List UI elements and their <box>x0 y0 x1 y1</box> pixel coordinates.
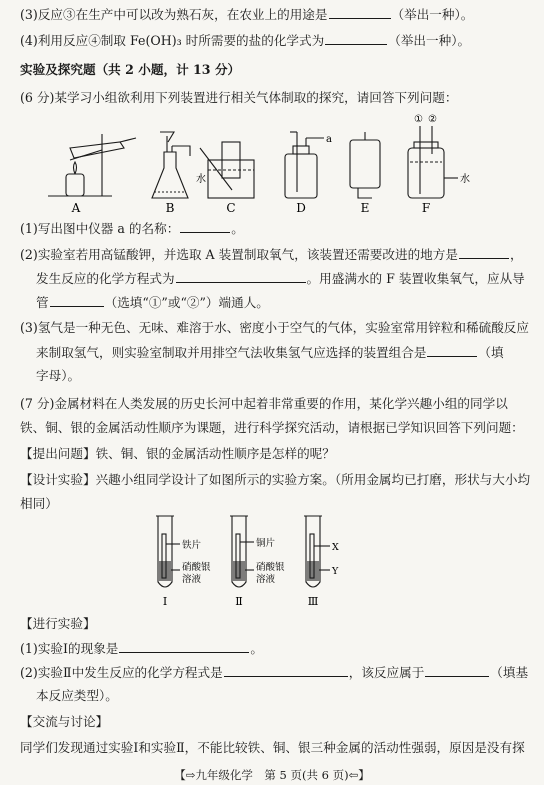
answer-blank[interactable] <box>325 32 387 45</box>
discussion-text: 同学们发现通过实验Ⅰ和实验Ⅱ，不能比较铁、铜、银三种金属的活动性强弱，原因是没有探 <box>20 740 525 755</box>
answer-blank[interactable] <box>50 294 104 307</box>
label-water-c: 水 <box>196 174 206 185</box>
answer-blank[interactable] <box>427 344 477 357</box>
proceed-heading: 【进行实验】 <box>20 616 96 631</box>
answer-blank[interactable] <box>176 270 306 283</box>
ask-question: 【提出问题】铁、铜、银的金属活动性顺序是怎样的呢？ <box>20 446 335 461</box>
answer-blank[interactable] <box>459 246 509 259</box>
section-heading: 实验及探究题（共 2 小题，计 13 分） <box>20 62 241 77</box>
apparatus-figure <box>40 112 500 216</box>
design-b: 相同） <box>20 496 58 511</box>
tube-3-y-label: Y <box>332 566 339 577</box>
test-tubes-figure <box>140 512 370 608</box>
discussion-heading: 【交流与讨论】 <box>20 714 109 729</box>
caption-c: C <box>226 201 236 215</box>
question-3: (3)反应③在生产中可以改为熟石灰，在农业上的用途是 （举出一种）。 <box>20 7 474 22</box>
tube-2-metal-label: 铜片 <box>256 538 276 549</box>
apparatus-f <box>408 126 458 198</box>
apparatus-d <box>285 132 324 198</box>
p1-question-2b: 发生反应的化学方程式为 。用盛满水的 F 装置收集氧气，应从导 <box>36 271 525 286</box>
experiment-2a: (2)实验Ⅱ中发生反应的化学方程式是 ，该反应属于 （填基 <box>20 665 529 680</box>
caption-e: E <box>360 201 370 215</box>
p1-question-3a: (3)氢气是一种无色、无味、难溶于水、密度小于空气的气体，实验室常用锌粒和稀硫酸反应 <box>20 320 529 335</box>
apparatus-b <box>152 132 190 198</box>
problem-2-intro-b: 铁、铜、银的金属活动性顺序为课题，进行科学探究活动，请根据已学知识回答下列问题： <box>20 420 524 435</box>
p1-question-2a: (2)实验室若用高锰酸钾，并选取 A 装置制取氧气，该装置还需要改进的地方是 ， <box>20 247 523 262</box>
label-a: a <box>326 134 332 145</box>
tube-1-metal-label: 铁片 <box>182 540 202 551</box>
caption-d: D <box>296 201 306 215</box>
label-water-f: 水 <box>460 174 470 185</box>
p1-question-2c: 管 （选填“①”或“②”）端通人。 <box>36 295 269 310</box>
design-a: 【设计实验】兴趣小组同学设计了如图所示的实验方案。（所用金属均已打磨，形状与大小均 <box>20 472 531 487</box>
question-4: (4)利用反应④制取 Fe(OH)₃ 时所需要的盐的化学式为 （举出一种）。 <box>20 33 471 48</box>
problem-1-intro: (6 分)某学习小组欲利用下列装置进行相关气体制取的探究，请回答下列问题： <box>20 90 458 105</box>
answer-blank[interactable] <box>425 664 489 677</box>
label-port-2: ② <box>428 114 437 125</box>
apparatus-a <box>48 134 136 196</box>
apparatus-c <box>200 142 254 198</box>
p1-question-3c: 字母）。 <box>36 368 81 383</box>
tube-3-x-label: X <box>332 542 339 553</box>
tube-1-solution-label-1: 硝酸银 <box>182 562 211 573</box>
tube-caption-1: Ⅰ <box>162 595 168 608</box>
page-footer: 【⇨九年级化学 第 5 页(共 6 页)⇦】 <box>174 768 370 782</box>
tube-1-solution-label-2: 溶液 <box>182 574 202 585</box>
caption-b: B <box>165 201 175 215</box>
apparatus-e <box>350 132 380 198</box>
problem-2-intro-a: (7 分)金属材料在人类发展的历史长河中起着非常重要的作用，某化学兴趣小组的同学以 <box>20 396 508 411</box>
p1-question-3b: 来制取氢气，则实验室制取并用排空气法收集氢气应选择的装置组合是 （填 <box>36 345 504 360</box>
answer-blank[interactable] <box>329 6 391 19</box>
tube-2-solution-label-2: 溶液 <box>256 574 276 585</box>
p1-question-1: (1)写出图中仪器 a 的名称： 。 <box>20 221 244 236</box>
label-port-1: ① <box>414 114 423 125</box>
answer-blank[interactable] <box>119 640 249 653</box>
answer-blank[interactable] <box>224 664 348 677</box>
answer-blank[interactable] <box>180 220 230 233</box>
experiment-1: (1)实验Ⅰ的现象是 。 <box>20 641 263 656</box>
tube-caption-2: Ⅱ <box>235 595 243 608</box>
caption-f: F <box>421 201 431 215</box>
experiment-2b: 本反应类型）。 <box>36 688 118 703</box>
tube-2-solution-label-1: 硝酸银 <box>256 562 285 573</box>
tube-caption-3: Ⅲ <box>307 595 319 608</box>
caption-a: A <box>71 201 81 215</box>
